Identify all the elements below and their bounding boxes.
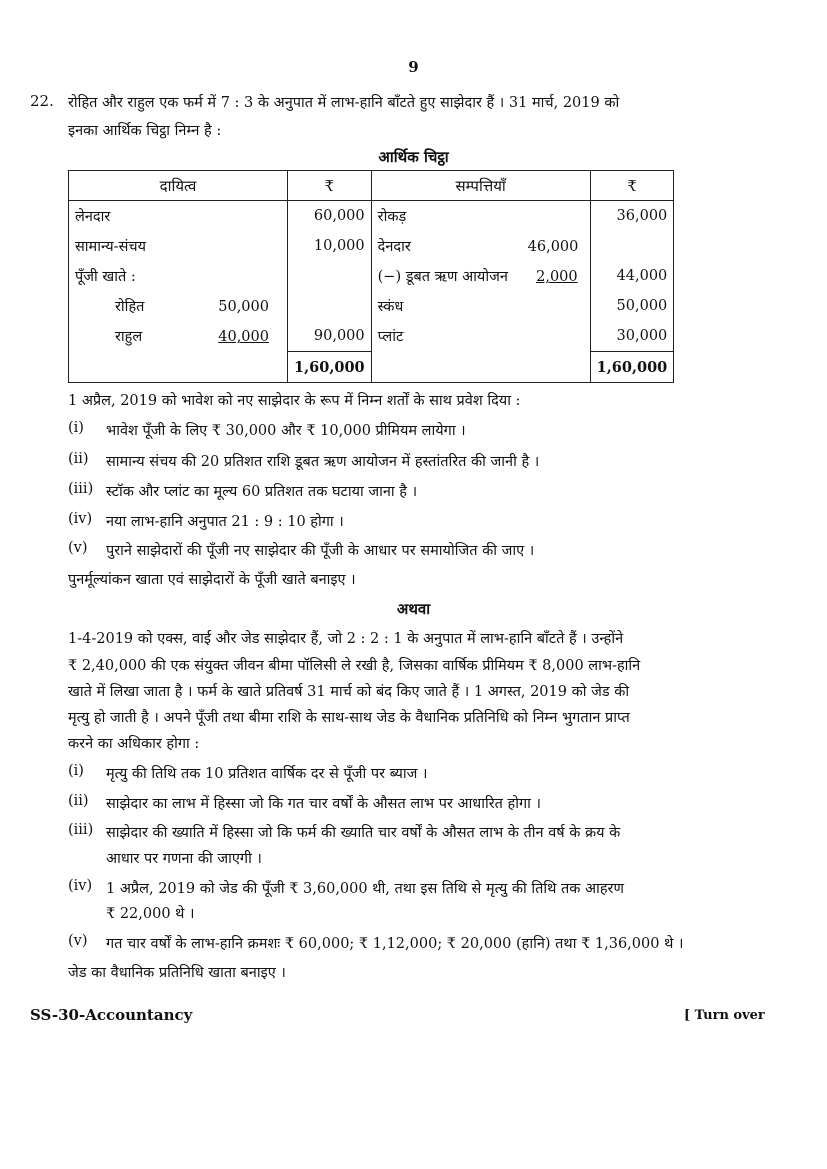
asset-label: प्लांट (377, 329, 404, 346)
asset-label: स्कंध (377, 299, 404, 315)
footer-paper-code: SS-30-Accountancy (30, 1006, 193, 1024)
or-item-text: 1 अप्रैल, 2019 को जेड की पूँजी ₹ 3,60,000 थी, तथा इस तिथि से मृत्यु की तिथि तक आहरण (106, 881, 624, 897)
liability-cell (69, 201, 288, 232)
balance-sheet-row (69, 321, 674, 352)
asset-sub-amount: 2,000 (536, 269, 578, 285)
or-item-number: (i) (68, 763, 84, 779)
term-number: (ii) (68, 451, 89, 467)
or-item-number: (iii) (68, 822, 94, 838)
or-item-text: साझेदार का लाभ में हिस्सा जो कि गत चार वर्षों के औसत लाभ पर आधारित होगा । (106, 796, 542, 812)
liability-amount: 90,000 (288, 321, 372, 352)
or-item-number: (iv) (68, 878, 93, 894)
term-text: पुराने साझेदारों की पूँजी नए साझेदार की पूँजी के आधार पर समायोजित की जाए । (106, 543, 535, 559)
asset-amount: 44,000 (590, 261, 674, 291)
question-intro-line-1: रोहित और राहुल एक फर्म में 7 : 3 के अनुपात में लाभ-हानि बाँटते हुए साझेदार हैं । 31 मार्च, 2019 को (68, 95, 620, 111)
asset-cell (371, 291, 590, 321)
liability-sub-amount: 40,000 (218, 329, 269, 346)
asset-sub-amount: 46,000 (527, 239, 579, 255)
asset-cell (371, 231, 590, 261)
or-paragraph-line-3: खाते में लिखा जाता है । फर्म के खाते प्रतिवर्ष 31 मार्च को बंद किए जाते हैं । 1 अगस्त, 2019 को जेड की (68, 684, 630, 700)
rupee-header-liabilities: ₹ (288, 171, 372, 201)
or-item-text: मृत्यु की तिथि तक 10 प्रतिशत वार्षिक दर से पूँजी पर ब्याज । (106, 766, 428, 782)
asset-amount: 30,000 (590, 321, 674, 352)
asset-total: 1,60,000 (590, 352, 674, 383)
or-paragraph-line-5: करने का अधिकार होगा : (68, 736, 200, 752)
liability-total: 1,60,000 (288, 352, 372, 383)
asset-label: रोकड़ (377, 209, 407, 225)
liability-total-label (69, 352, 288, 383)
liability-label: राहुल (115, 329, 143, 346)
liability-cell (69, 231, 288, 261)
or-item-text-continued: आधार पर गणना की जाएगी । (106, 851, 262, 867)
rupee-header-assets: ₹ (590, 171, 674, 201)
term-text: भावेश पूँजी के लिए ₹ 30,000 और ₹ 10,000 प्रीमियम लायेगा । (106, 423, 466, 439)
term-number: (i) (68, 420, 84, 436)
liabilities-header: दायित्व (69, 171, 288, 201)
or-paragraph-line-1: 1-4-2019 को एक्स, वाई और जेड साझेदार हैं, जो 2 : 2 : 1 के अनुपात में लाभ-हानि बाँटते हैं । उन्होंने (68, 631, 624, 647)
question-intro-line-2: इनका आर्थिक चिट्ठा निम्न है : (68, 123, 222, 139)
or-item-text-continued: ₹ 22,000 थे । (106, 906, 195, 922)
instruction-revaluation: पुनर्मूल्यांकन खाता एवं साझेदारों के पूँजी खाते बनाइए । (68, 572, 356, 588)
balance-sheet-row (69, 201, 674, 232)
liability-cell (69, 261, 288, 291)
admission-line: 1 अप्रैल, 2019 को भावेश को नए साझेदार के रूप में निम्न शर्तों के साथ प्रवेश दिया : (68, 393, 521, 409)
or-item-text: गत चार वर्षों के लाभ-हानि क्रमशः ₹ 60,000; ₹ 1,12,000; ₹ 20,000 (हानि) तथा ₹ 1,36,000 थे । (106, 936, 684, 952)
asset-cell (371, 201, 590, 232)
balance-sheet-header-row (69, 171, 674, 201)
term-text: सामान्य संचय की 20 प्रतिशत राशि डूबत ऋण आयोजन में हस्तांतरित की जानी है । (106, 454, 540, 470)
asset-amount: 36,000 (590, 201, 674, 232)
liability-sub-amount: 50,000 (218, 299, 269, 315)
liability-cell (69, 321, 288, 352)
asset-total-label (371, 352, 590, 383)
balance-sheet-total-row (69, 352, 674, 383)
term-text: स्टॉक और प्लांट का मूल्य 60 प्रतिशत तक घटाया जाना है । (106, 484, 418, 500)
asset-amount: 50,000 (590, 291, 674, 321)
term-number: (iv) (68, 511, 93, 527)
question-number: 22. (30, 92, 54, 110)
or-label: अथवा (396, 600, 431, 618)
footer-turn-over: [ Turn over (684, 1008, 765, 1023)
liability-amount: 60,000 (288, 201, 372, 232)
balance-sheet-title: आर्थिक चिट्ठा (378, 148, 449, 166)
assets-header: सम्पत्तियाँ (371, 171, 590, 201)
balance-sheet-row (69, 261, 674, 291)
asset-cell (371, 261, 590, 291)
asset-cell (371, 321, 590, 352)
page-number: 9 (408, 58, 419, 76)
asset-label: देनदार (377, 239, 411, 255)
liability-cell (69, 291, 288, 321)
asset-label: (−) डूबत ऋण आयोजन (377, 269, 508, 285)
asset-amount (590, 231, 674, 261)
liability-amount (288, 261, 372, 291)
liability-amount: 10,000 (288, 231, 372, 261)
balance-sheet-row (69, 231, 674, 261)
or-paragraph-line-4: मृत्यु हो जाती है । अपने पूँजी तथा बीमा राशि के साथ-साथ जेड के वैधानिक प्रतिनिधि को निम्न भुगतान प्राप्त (68, 710, 630, 726)
liability-amount (288, 291, 372, 321)
liability-label: सामान्य-संचय (75, 239, 146, 255)
term-number: (v) (68, 540, 88, 556)
or-item-number: (ii) (68, 793, 89, 809)
instruction-legal-representative: जेड का वैधानिक प्रतिनिधि खाता बनाइए । (68, 965, 286, 981)
term-number: (iii) (68, 481, 94, 497)
or-paragraph-line-2: ₹ 2,40,000 की एक संयुक्त जीवन बीमा पॉलिसी ले रखी है, जिसका वार्षिक प्रीमियम ₹ 8,000 लाभ-हानि (68, 658, 641, 674)
or-item-text: साझेदार की ख्याति में हिस्सा जो कि फर्म की ख्याति चार वर्षों के औसत लाभ के तीन वर्ष के क्रय के (106, 825, 621, 841)
or-item-number: (v) (68, 933, 88, 949)
liability-label: लेनदार (75, 209, 111, 225)
term-text: नया लाभ-हानि अनुपात 21 : 9 : 10 होगा । (106, 514, 344, 530)
liability-label: पूँजी खाते : (75, 269, 136, 285)
balance-sheet-row (69, 291, 674, 321)
balance-sheet-table (68, 170, 674, 383)
liability-label: रोहित (115, 299, 145, 315)
